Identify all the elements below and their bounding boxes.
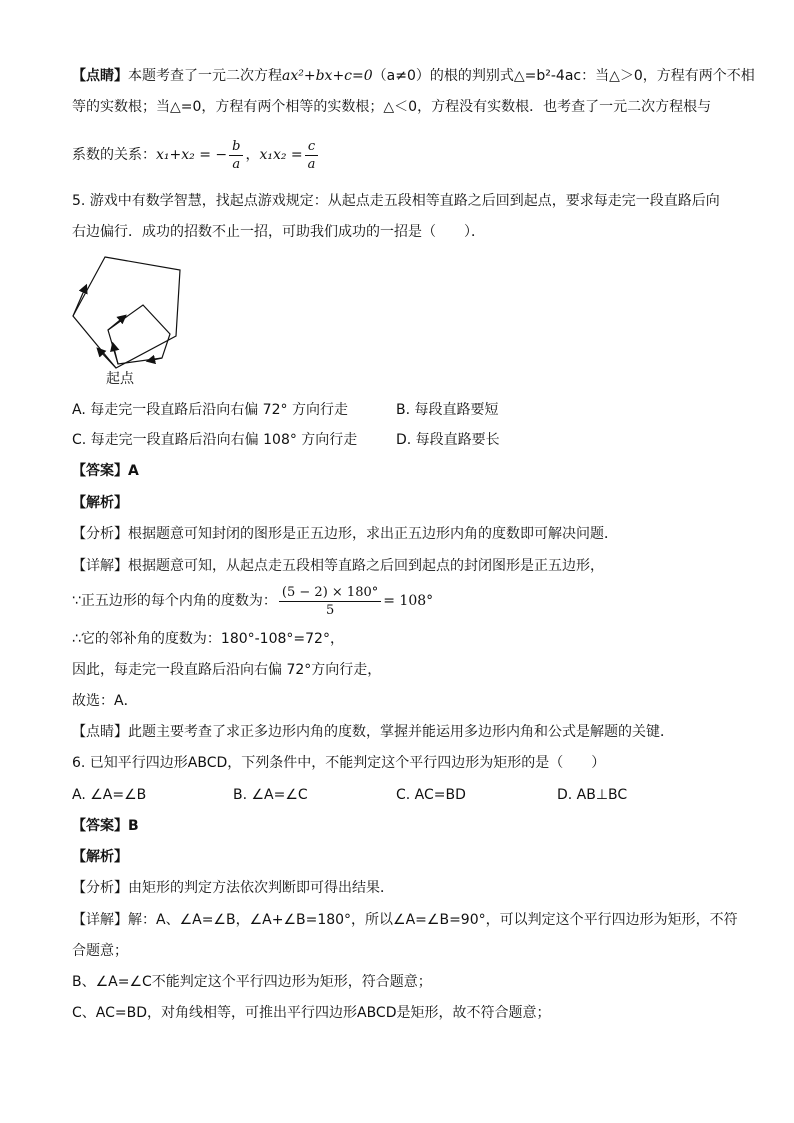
q5-fenxi: 【分析】根据题意可知封闭的图形是正五边形，求出正五边形内角的度数即可解决问题．: [72, 526, 618, 542]
q6-xiangjie-1: 【详解】解：A、∠A=∠B，∠A+∠B=180°，所以∠A=∠B=90°，可以判定这个平行四边形为矩形，不符: [72, 912, 738, 928]
q5-option-a: A. 每走完一段直路后沿向右偏 72° 方向行走: [72, 402, 348, 418]
comment-tag: 【点睛】: [72, 68, 128, 84]
q5-option-b: B. 每段直路要短: [396, 402, 499, 418]
q6-xiangjie-3: B、∠A=∠C不能判定这个平行四边形为矩形，符合题意；: [72, 974, 432, 990]
q5-analysis-tag: 【解析】: [72, 495, 128, 511]
q5-figure-label: 起点: [106, 371, 134, 387]
q6-option-b: B. ∠A=∠C: [233, 787, 308, 803]
q5-calc-line: ∵正五边形的每个内角的度数为： $\frac{(5 - 2) \times 180^\circ}{5}$ = 108°: [72, 584, 434, 618]
q5-option-c: C. 每走完一段直路后沿向右偏 108° 方向行走: [72, 432, 358, 448]
q6-answer: 【答案】B: [72, 818, 139, 834]
q6-option-c: C. AC=BD: [396, 787, 466, 803]
q5-hence: 因此，每走完一段直路后沿向右偏 72°方向行走，: [72, 662, 382, 678]
q5-xiangjie: 【详解】根据题意可知，从起点走五段相等直路之后回到起点的封闭图形是正五边形，: [72, 558, 604, 574]
q5-choose: 故选：A．: [72, 693, 138, 709]
q6-xiangjie-2: 合题意；: [72, 943, 128, 959]
fraction-c-over-a: $\frac{c}{a}$: [305, 138, 319, 173]
q6-fenxi: 【分析】由矩形的判定方法依次判断即可得出结果．: [72, 880, 394, 896]
fraction-b-over-a: $\frac{b}{a}$: [229, 138, 243, 173]
q5-therefore: ∴它的邻补角的度数为：180°-108°=72°，: [72, 631, 344, 647]
q6-stem: 6. 已知平行四边形ABCD，下列条件中，不能判定这个平行四边形为矩形的是（ ）: [72, 755, 606, 771]
q5-comment: 【点睛】此题主要考查了求正多边形内角的度数，掌握并能运用多边形内角和公式是解题的关键．: [72, 724, 674, 740]
q6-analysis-tag: 【解析】: [72, 849, 128, 865]
q6-option-d: D. AB⊥BC: [557, 787, 628, 803]
q5-stem-line-1: 5. 游戏中有数学智慧，找起点游戏规定：从起点走五段相等直路之后回到起点，要求每走完一段直路后向: [72, 193, 720, 209]
q5-pentagon-figure: [70, 252, 190, 388]
q4-comment-line-3: 系数的关系：x₁+x₂ = − $\frac{b}{a}$ ，x₁x₂ = $\frac{c}{a}$: [72, 136, 320, 174]
q4-comment-line-1: 【点睛】本题考查了一元二次方程ax²+bx+c=0（a≠0）的根的判别式△=b²-4ac：当△＞0，方程有两个不相: [72, 68, 755, 84]
q5-answer: 【答案】A: [72, 463, 139, 479]
q6-option-a: A. ∠A=∠B: [72, 787, 147, 803]
q4-comment-line-2: 等的实数根；当△=0，方程有两个相等的实数根；△＜0，方程没有实数根．也考查了一元二次方程根与: [72, 99, 712, 115]
q5-option-d: D. 每段直路要长: [396, 432, 500, 448]
q5-stem-line-2: 右边偏行．成功的招数不止一招，可助我们成功的一招是（ ）．: [72, 224, 485, 240]
q6-xiangjie-4: C、AC=BD，对角线相等，可推出平行四边形ABCD是矩形，故不符合题意；: [72, 1005, 551, 1021]
interior-angle-fraction: $\frac{(5 - 2) \times 180^\circ}{5}$: [279, 584, 381, 619]
